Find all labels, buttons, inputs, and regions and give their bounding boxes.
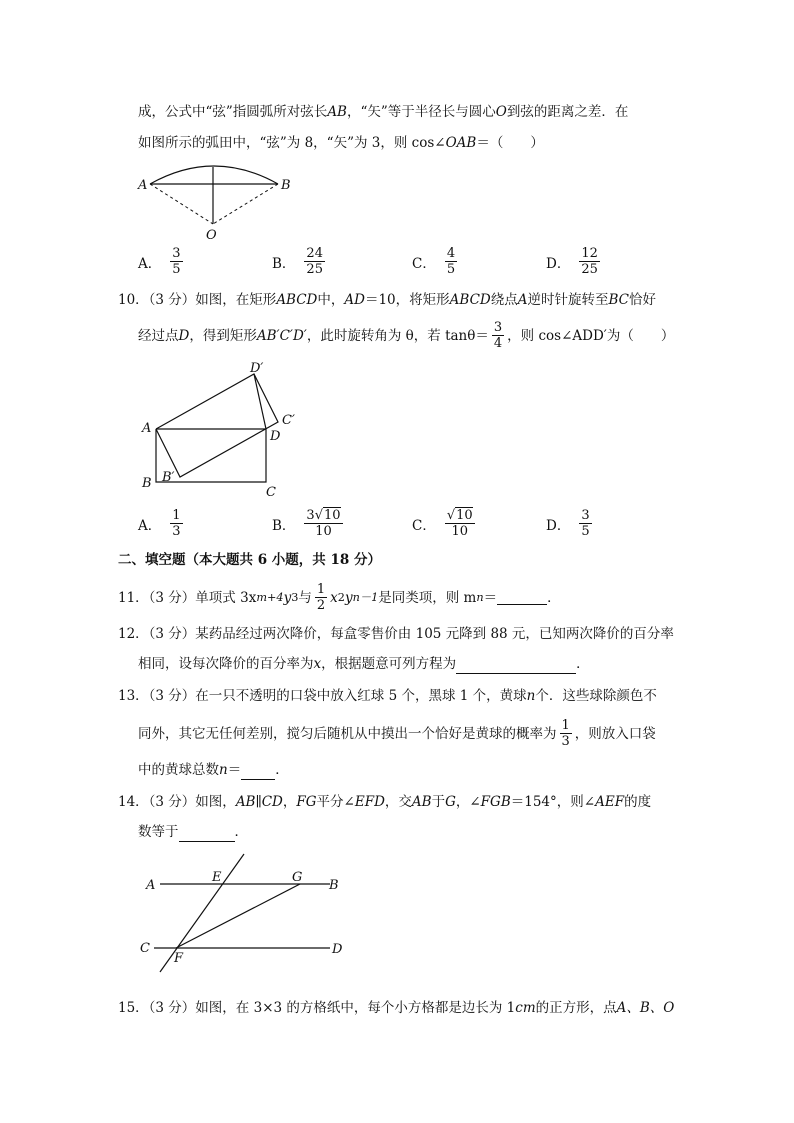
q13-text: 个．这些球除颜色不 <box>535 688 657 704</box>
q14-label-c: C <box>140 941 150 956</box>
fraction <box>304 246 325 277</box>
q11-text: 11．（3 分）单项式 3x <box>118 589 257 606</box>
q14-text: 14．（3 分）如图， <box>118 794 236 810</box>
q14-text: ， <box>282 794 297 810</box>
q9-line2 <box>138 133 544 153</box>
q10-text: ，则 cos∠ADD′为（ ） <box>507 327 675 344</box>
numerator: 3 <box>581 508 590 523</box>
option-label: C． <box>412 517 436 534</box>
denominator: 10 <box>315 524 332 539</box>
option-label: B． <box>272 255 296 272</box>
q14-ab: AB <box>411 794 432 810</box>
exponent: 3 <box>291 590 299 604</box>
fraction <box>492 320 504 351</box>
q10-ad: AD <box>344 292 365 308</box>
q9-label-b: B <box>281 178 291 193</box>
q14-text: 于 <box>431 794 446 810</box>
q10-abcd-prime: AB′C′D′ <box>256 327 307 344</box>
exponent: 2 <box>337 590 345 604</box>
numerator: 24 <box>306 246 323 261</box>
q14-aef: AEF <box>595 794 625 810</box>
q14-text: 的度 <box>624 794 652 810</box>
q10-text: 经过点 <box>138 327 179 344</box>
q10-text: 10．（3 分）如图，在矩形 <box>118 292 277 308</box>
fraction <box>170 246 182 277</box>
q14-g: G <box>445 794 456 810</box>
option-label: B． <box>272 517 296 534</box>
q10-line2 <box>138 320 674 351</box>
q10-line1 <box>118 290 656 310</box>
q11-var: x <box>330 589 338 606</box>
q11-text: ＝ <box>483 589 498 606</box>
q12-line2 <box>138 654 590 674</box>
q10-label-cprime: C′ <box>282 413 295 428</box>
answer-blank[interactable] <box>456 659 576 674</box>
q12-text: ． <box>576 656 590 672</box>
denominator: 5 <box>172 262 181 277</box>
answer-blank[interactable] <box>179 827 235 842</box>
q13-text: ． <box>275 762 289 778</box>
q10-label-d: D <box>270 429 281 444</box>
q9-text: 如图所示的弧田中，“弦”为 8，“矢”为 3，则 cos∠ <box>138 135 446 151</box>
fraction <box>445 246 457 277</box>
q14-text: ＝154°，则∠ <box>510 794 596 810</box>
answer-blank[interactable] <box>241 765 275 780</box>
q10-label-dprime: D′ <box>250 361 264 376</box>
q9-arc-figure <box>136 162 300 242</box>
numerator: 12 <box>581 246 598 261</box>
option-label: D． <box>546 255 571 272</box>
q9-text: ＝（ ） <box>476 135 544 151</box>
denominator: 25 <box>306 262 323 277</box>
q10-text: ＝10，将矩形 <box>364 292 450 308</box>
numerator: √10 <box>446 508 473 523</box>
q14-text: 平分∠ <box>316 794 355 810</box>
q11-text: ． <box>547 589 561 606</box>
option-label: A． <box>138 255 162 272</box>
q12-x: x <box>313 656 322 672</box>
q9-option-d[interactable] <box>546 246 603 277</box>
q14-fgb: FGB <box>480 794 511 810</box>
answer-blank[interactable] <box>497 590 547 605</box>
q13-text: ，则放入口袋 <box>574 725 656 742</box>
exponent: n－1 <box>352 590 379 604</box>
q10-d: D <box>178 327 190 344</box>
q9-label-a: A <box>138 178 148 193</box>
q14-ab-cd: AB∥CD <box>235 794 283 810</box>
q12-line1: 12．（3 分）某药品经过两次降价，每盒零售价由 105 元降到 88 元，已知两次降价的百分率 <box>118 626 674 642</box>
denominator: 2 <box>316 598 326 613</box>
q10-label-b: B <box>142 476 152 491</box>
q9-line1 <box>138 102 628 122</box>
q13-line2 <box>138 718 656 749</box>
q14-label-a: A <box>146 878 156 893</box>
q11-var: y <box>344 589 353 606</box>
q9-label-o: O <box>206 228 217 242</box>
denominator: 25 <box>581 262 598 277</box>
numerator: 3 <box>493 320 503 335</box>
numerator: 4 <box>446 246 456 261</box>
option-label: C． <box>412 255 436 272</box>
q14-label-g: G <box>292 870 303 885</box>
q14-line1 <box>118 792 651 812</box>
numerator: 3√10 <box>306 508 341 523</box>
q13-text: ＝ <box>227 762 242 778</box>
q14-fg: FG <box>296 794 317 810</box>
q15-text: 15．（3 分）如图，在 3×3 的方格纸中，每个小方格都是边长为 1 <box>118 1000 516 1016</box>
q14-text: ，∠ <box>455 794 481 810</box>
q15-text: 的正方形，点 <box>535 1000 617 1016</box>
coefficient: 3 <box>306 508 315 523</box>
denominator: 10 <box>451 524 469 539</box>
radicand: 10 <box>324 508 341 523</box>
q11-text: 是同类项，则 m <box>378 589 477 606</box>
q10-rectangle-figure <box>136 356 316 502</box>
fraction <box>304 508 342 539</box>
q15-line1 <box>118 998 674 1018</box>
q9-o: O <box>495 104 507 120</box>
denominator: 3 <box>561 734 570 749</box>
q10-label-a: A <box>142 421 152 436</box>
q10-option-d[interactable] <box>546 508 595 539</box>
numerator: 1 <box>561 718 570 733</box>
q14-label-b: B <box>329 878 339 893</box>
exponent: n <box>476 590 484 604</box>
q9-text: 成，公式中“弦”指圆弧所对弦长 <box>138 104 328 120</box>
q10-bc: BC <box>608 292 629 308</box>
q10-label-bprime: B′ <box>162 470 175 485</box>
q13-text: 13．（3 分）在一只不透明的口袋中放入红球 5 个，黑球 1 个，黄球 <box>118 688 527 704</box>
q10-abcd: ABCD <box>276 292 318 308</box>
q14-label-e: E <box>212 870 222 885</box>
q14-efd: EFD <box>354 794 385 810</box>
section-heading: 二、填空题（本大题共 6 小题，共 18 分） <box>118 552 381 568</box>
q11-text: 与 <box>298 589 312 606</box>
numerator: 1 <box>316 582 326 597</box>
fraction <box>170 508 182 539</box>
denominator: 5 <box>446 262 456 277</box>
q13-line1 <box>118 686 657 706</box>
denominator: 4 <box>493 336 503 351</box>
q9-ab: AB <box>327 104 347 120</box>
q15-points: A、B、O <box>616 1000 675 1016</box>
q14-line2 <box>138 822 248 842</box>
fraction <box>560 718 572 749</box>
q14-text: ，交 <box>384 794 412 810</box>
q9-oab: OAB <box>445 135 477 151</box>
q9-text: 到弦的距离之差．在 <box>506 104 629 120</box>
q13-line3 <box>138 760 289 780</box>
q14-label-d: D <box>332 942 343 957</box>
q10-text: 绕点 <box>490 292 518 308</box>
q14-text: 数等于 <box>138 824 179 840</box>
fraction <box>445 508 475 539</box>
option-label: D． <box>546 517 571 534</box>
exponent: m+4 <box>256 590 284 604</box>
q9-text: ，“矢”等于半径长与圆心 <box>346 104 496 120</box>
q12-text: ，根据题意可列方程为 <box>321 656 457 672</box>
q13-text: 同外，其它无任何差别，搅匀后随机从中摸出一个恰好是黄球的概率为 <box>138 725 557 742</box>
q14-text: ． <box>234 824 248 840</box>
q10-a: A <box>517 292 528 308</box>
denominator: 3 <box>172 524 181 539</box>
q10-abcd: ABCD <box>449 292 491 308</box>
q14-label-f: F <box>174 951 184 966</box>
q9-option-b[interactable] <box>272 246 328 277</box>
q10-text: ，此时旋转角为 θ，若 tanθ＝ <box>306 327 489 344</box>
q10-label-c: C <box>266 485 276 500</box>
radicand: 10 <box>456 508 473 523</box>
q10-option-b[interactable] <box>272 508 346 539</box>
q10-option-a[interactable] <box>138 508 186 539</box>
fraction <box>315 582 327 613</box>
denominator: 5 <box>581 524 590 539</box>
q13-text: 中的黄球总数 <box>138 762 219 778</box>
q13-n: n <box>219 762 228 778</box>
q13-n: n <box>526 688 536 704</box>
fraction <box>579 508 591 539</box>
option-label: A． <box>138 517 162 534</box>
q10-text: 恰好 <box>629 292 656 308</box>
q9-option-c[interactable] <box>412 246 460 277</box>
q11-var: y <box>283 589 292 606</box>
q12-text: 相同，设每次降价的百分率为 <box>138 656 314 672</box>
q10-option-c[interactable] <box>412 508 478 539</box>
q10-text: ，得到矩形 <box>189 327 257 344</box>
q14-parallel-lines-figure <box>140 850 350 976</box>
q10-text: 中， <box>317 292 345 308</box>
q15-cm: cm <box>515 1000 536 1016</box>
numerator: 3 <box>172 246 181 261</box>
numerator: 1 <box>172 508 181 523</box>
fraction <box>579 246 600 277</box>
q11-line <box>118 582 561 613</box>
q9-option-a[interactable] <box>138 246 186 277</box>
q10-text: 逆时针旋转至 <box>527 292 609 308</box>
